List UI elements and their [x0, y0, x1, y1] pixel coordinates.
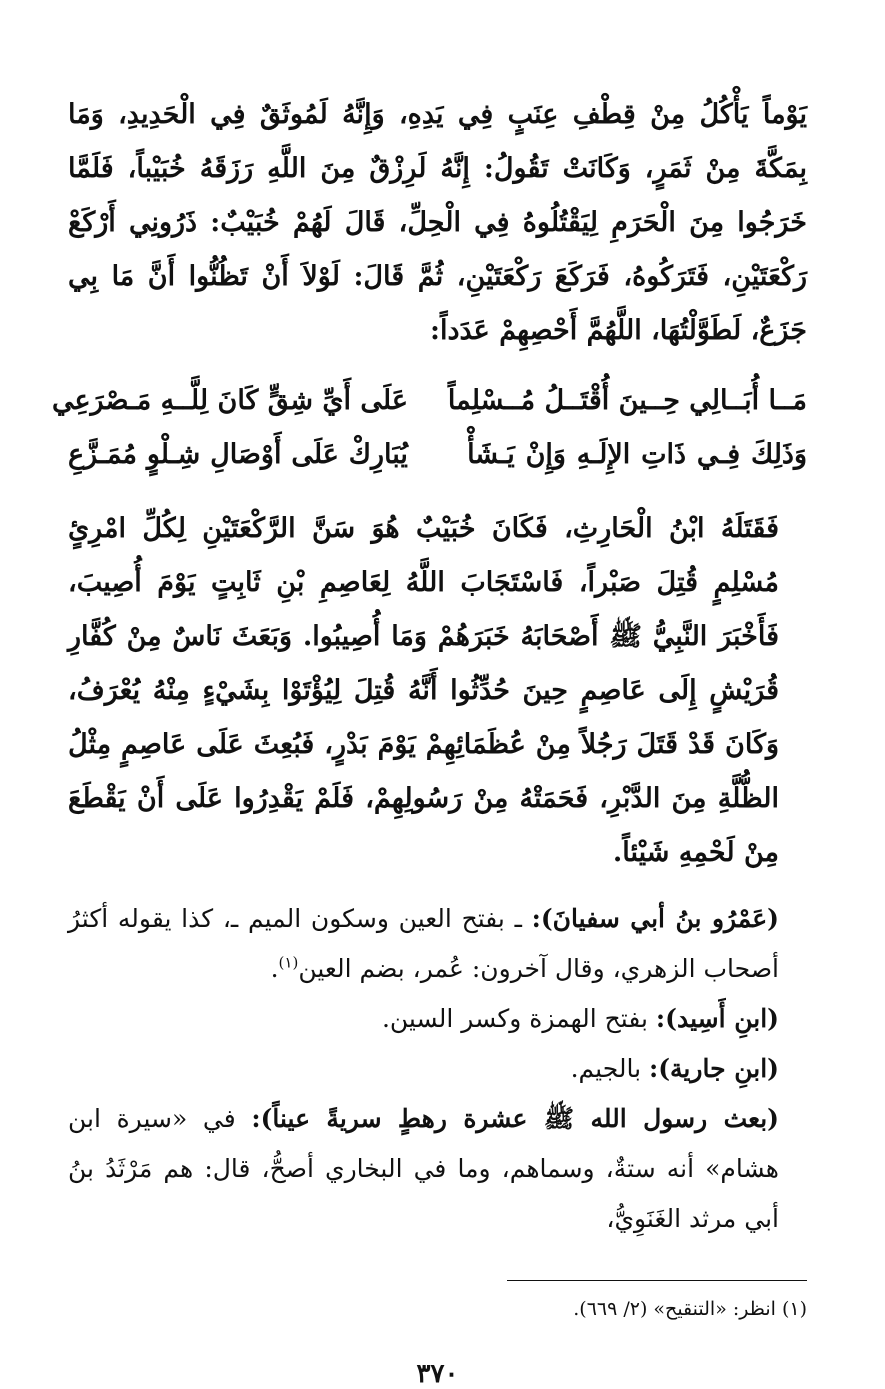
poem — [51, 374, 807, 482]
note-text-end: . — [270, 954, 279, 983]
page-number: ٣٧٠ — [416, 1359, 459, 1389]
commentary-note — [68, 1094, 807, 1244]
footnote-reference[interactable]: (١) — [278, 953, 299, 972]
footnote: (١) انظر: «التنقيح» (٢/ ٦٦٩). — [573, 1298, 807, 1320]
book-page — [51, 88, 807, 1389]
note-text: في «سيرة ابن هشام» أنه ستةٌ، وسماهم، وما في البخاري أصحُّ، قال: هم مَرْثَدُ بنُ أبي مرثد الغَنَوِيُّ، — [68, 1104, 779, 1233]
verse-second-hemistich: عَلَى أَيِّ شِقٍّ كَانَ لِلَّــهِ مَـصْرَعِي — [51, 385, 408, 416]
verse-second-hemistich: يُبَارِكْ عَلَى أَوْصَالِ شِـلْوٍ مُمَـزَّعِ — [68, 439, 408, 470]
commentary-note — [68, 994, 807, 1044]
note-text: بالجيم. — [570, 1054, 649, 1083]
note-text: بفتح الهمزة وكسر السين. — [381, 1004, 656, 1033]
commentary — [68, 894, 807, 1244]
commentary-note — [68, 894, 807, 994]
note-term: (ابنِ أَسِيد): — [655, 1004, 779, 1033]
poem-verse — [51, 374, 807, 428]
verse-first-hemistich: مَــا أُبَــالِي حِــينَ أُقْتَــلُ مُــسْلِماً — [447, 385, 807, 416]
note-text: ـ بفتح العين وسكون الميم ـ، كذا يقوله أكثرُ أصحاب الزهري، وقال آخرون: عُمر، بضم العين — [68, 904, 779, 983]
note-term: (عَمْرُو بنُ أبي سفيانَ): — [531, 904, 780, 933]
footnote-divider — [507, 1280, 807, 1281]
note-term: (ابنِ جارية): — [648, 1054, 779, 1083]
main-paragraph-2: فَقَتَلَهُ ابْنُ الْحَارِثِ، فَكَانَ خُبَيْبٌ هُوَ سَنَّ الرَّكْعَتَيْنِ لِكُلِّ امْرِئٍ مُسْلِمٍ قُتِلَ صَبْراً، فَاسْتَجَابَ اللَّهُ لِعَاصِمِ بْنِ ثَابِتٍ يَوْمَ أُصِيبَ، فَأَخْبَرَ النَّبِيُّ ﷺ أَصْحَابَهُ خَبَرَهُمْ وَمَا أُصِيبُوا. وَبَعَثَ نَاسٌ مِنْ كُفَّارِ قُرَيْشٍ إِلَى عَاصِمٍ حِينَ حُدِّثُوا أَنَّهُ قُتِلَ لِيُؤْتَوْا بِشَيْءٍ مِنْهُ يُعْرَفُ، وَكَانَ قَدْ قَتَلَ رَجُلاً مِنْ عُظَمَائِهِمْ يَوْمَ بَدْرٍ، فَبُعِثَ عَلَى عَاصِمٍ مِثْلُ الظُّلَّةِ مِنَ الدَّبْرِ، فَحَمَتْهُ مِنْ رَسُولِهِمْ، فَلَمْ يَقْدِرُوا عَلَى أَنْ يَقْطَعَ مِنْ لَحْمِهِ شَيْئاً. — [68, 513, 779, 868]
commentary-note — [68, 1044, 807, 1094]
verse-first-hemistich: وَذَلِكَ فِـي ذَاتِ الإِلَـهِ وَإِنْ يَـشَأْ — [467, 439, 807, 470]
poem-verse — [68, 428, 807, 482]
note-term: (بعث رسول الله ﷺ عشرة رهطٍ سريةً عيناً): — [251, 1104, 779, 1133]
main-paragraph: يَوْماً يَأْكُلُ مِنْ قِطْفِ عِنَبٍ فِي يَدِهِ، وَإِنَّهُ لَمُوثَقٌ فِي الْحَدِيدِ، وَمَا بِمَكَّةَ مِنْ ثَمَرٍ، وَكَانَتْ تَقُولُ: إِنَّهُ لَرِزْقٌ مِنَ اللَّهِ رَزَقَهُ خُبَيْباً، فَلَمَّا خَرَجُوا مِنَ الْحَرَمِ لِيَقْتُلُوهُ فِي الْحِلِّ، قَالَ لَهُمْ خُبَيْبٌ: ذَرُونِي أَرْكَعْ رَكْعَتَيْنِ، فَتَرَكُوهُ، فَرَكَعَ رَكْعَتَيْنِ، ثُمَّ قَالَ: لَوْلاَ أَنْ تَظُنُّوا أَنَّ مَا بِي جَزَعٌ، لَطَوَّلْتُهَا، اللَّهُمَّ أَحْصِهِمْ عَدَداً: — [68, 99, 807, 346]
